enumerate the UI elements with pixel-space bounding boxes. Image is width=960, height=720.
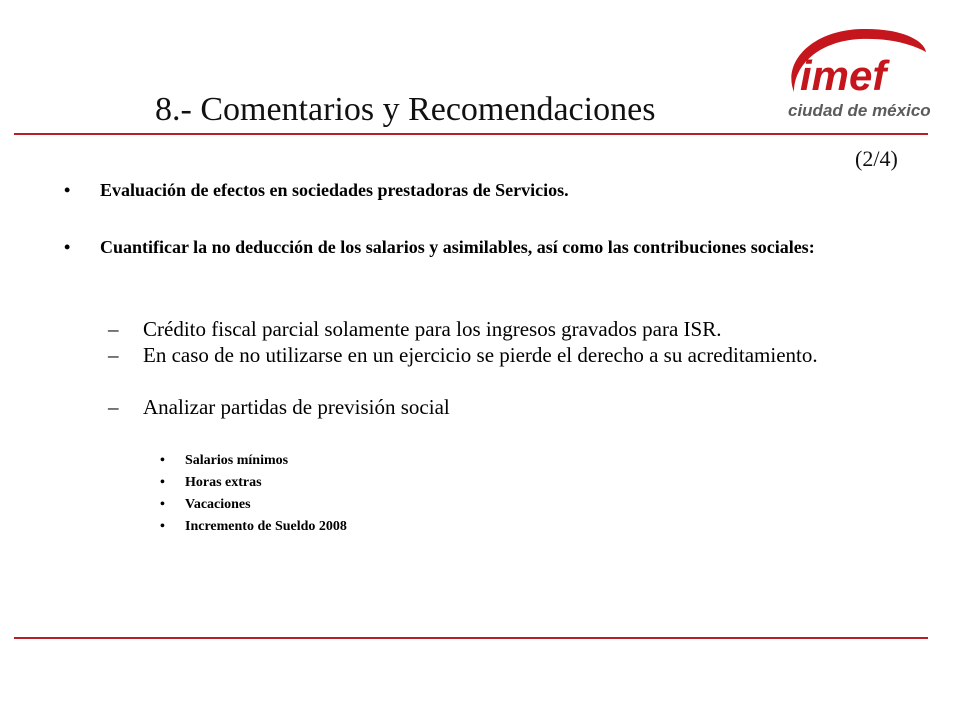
main-bullet: [64, 237, 844, 258]
sub-item: [108, 344, 828, 367]
imef-logo-graphic: [780, 22, 930, 126]
bullet-marker: •: [160, 519, 165, 534]
mini-item: [160, 518, 347, 536]
sub-item-text: En caso de no utilizarse en un ejercicio se pierde el derecho a su acreditamiento.: [143, 343, 818, 367]
dash-marker: –: [108, 395, 119, 419]
bullet-marker: •: [160, 497, 165, 512]
bullet-marker: •: [64, 237, 71, 257]
footer-divider: [14, 637, 928, 639]
sub-item: [108, 396, 828, 419]
mini-item: [160, 452, 288, 470]
logo-tagline: ciudad de méxico: [788, 101, 930, 120]
page-counter: (2/4): [855, 146, 898, 171]
sub-item-text: Crédito fiscal parcial solamente para los ingresos gravados para ISR.: [143, 317, 722, 341]
sub-item-text: Analizar partidas de previsión social: [143, 395, 450, 419]
sub-item: [108, 318, 828, 341]
main-bullet-text: Cuantificar la no deducción de los salarios y asimilables, así como las contribuciones sociales:: [100, 237, 815, 257]
main-bullet-text: Evaluación de efectos en sociedades prestadoras de Servicios.: [100, 180, 569, 200]
mini-item-text: Horas extras: [185, 475, 262, 490]
mini-item: [160, 474, 262, 492]
dash-marker: –: [108, 317, 119, 341]
dash-marker: –: [108, 343, 119, 367]
slide-title: 8.- Comentarios y Recomendaciones: [155, 91, 656, 128]
main-bullet: [64, 180, 844, 201]
mini-item-text: Vacaciones: [185, 497, 251, 512]
mini-item-text: Salarios mínimos: [185, 453, 289, 468]
title-divider: [14, 133, 928, 135]
bullet-marker: •: [160, 475, 165, 490]
logo-brand-text: imef: [800, 52, 887, 99]
imef-logo: [780, 22, 930, 126]
mini-item: [160, 496, 251, 514]
bullet-marker: •: [160, 453, 165, 468]
mini-item-text: Incremento de Sueldo 2008: [185, 519, 347, 534]
bullet-marker: •: [64, 180, 71, 200]
